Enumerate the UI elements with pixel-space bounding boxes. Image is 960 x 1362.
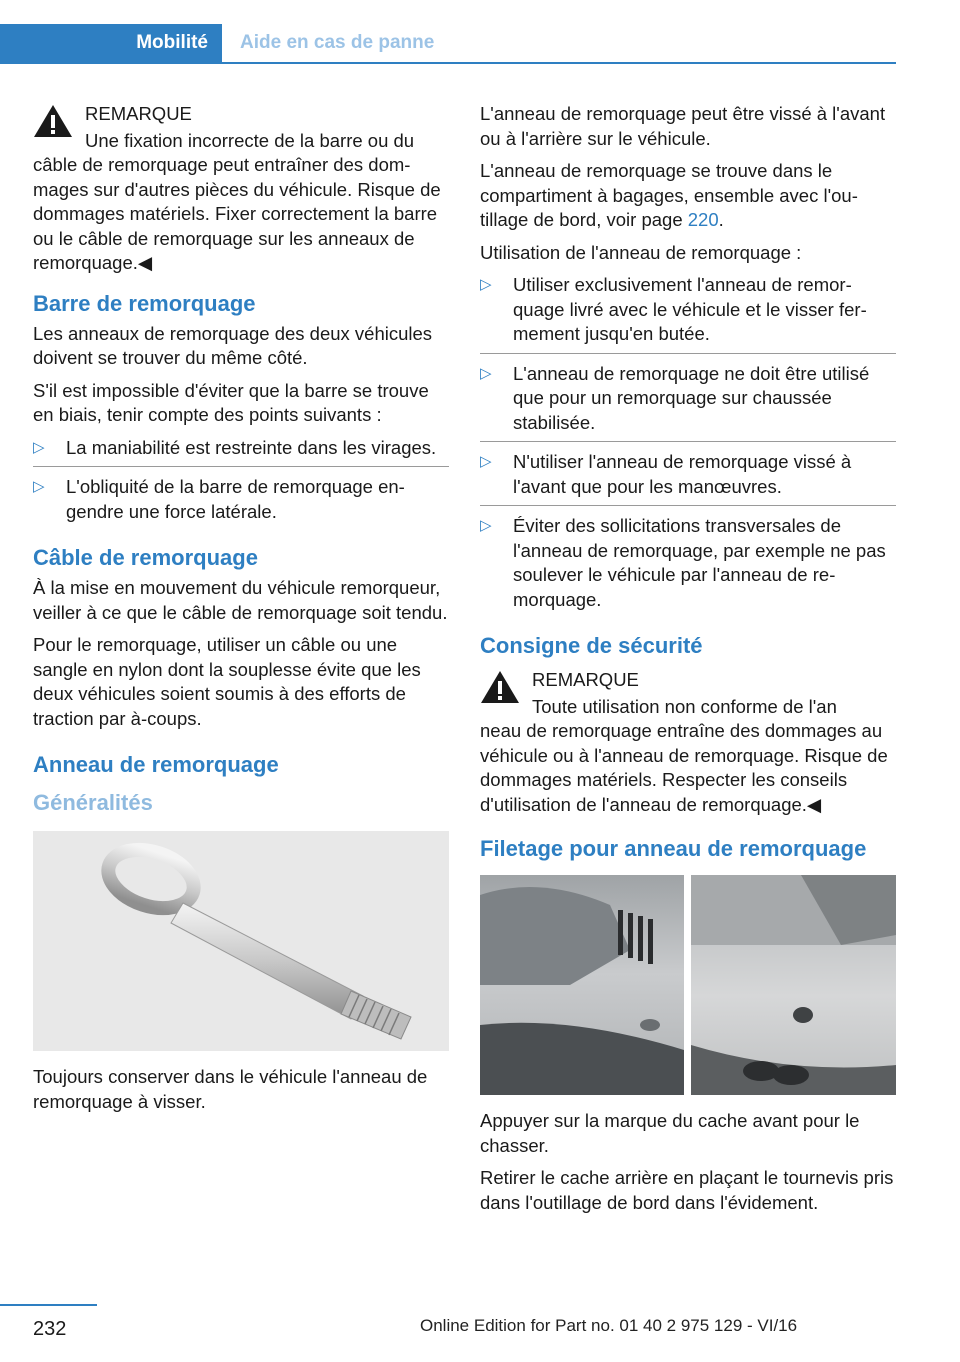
heading-barre: Barre de remorquage [33,290,256,316]
warning-title: REMARQUE [532,669,639,690]
footer-rule [0,1304,97,1306]
heading-anneau: Anneau de remorquage [33,752,279,777]
front-bumper-photo [480,875,684,1095]
heading-filetage: Filetage pour anneau de remorquage [480,836,867,861]
paragraph: Les anneaux de remorquage des deux véhicules doivent se trouver du même côté. [33,322,433,368]
tab-aide-en-cas-de-panne[interactable]: Aide en cas de panne [240,32,435,53]
warning-triangle-icon [33,104,73,138]
warning-text-first: Une fixation incorrecte de la barre ou du [85,129,415,151]
page-number: 232 [33,1318,67,1340]
rear-bumper-photo [691,875,896,1095]
paragraph: À la mise en mouvement du véhicule remorqueur, veiller à ce que le câble de remorquage soit tendu. [33,577,448,623]
list-item: ▷ L'obliquité de la barre de remorquage engendre une force latérale. [33,476,405,522]
bullet-triangle-icon: ▷ [480,517,492,534]
list-item: ▷ N'utiliser l'anneau de remorquage vissé à l'avant que pour les manœuvres. [480,450,896,506]
warning-triangle-icon [480,670,520,704]
bullet-triangle-icon: ▷ [480,364,492,382]
list-item: ▷ L'anneau de remorquage ne doit être utilisé que pour un remorquage sur chaussée stabilisée. [480,362,896,443]
paragraph: Utilisation de l'anneau de remorquage : [480,241,802,263]
towing-eye-image [33,831,449,1051]
warning-block [480,668,896,817]
left-column [33,102,449,1122]
paragraph: S'il est impossible d'éviter que la barre se trouve en biais, tenir compte des points suivants : [33,379,429,425]
image-caption: Toujours conserver dans le véhicule l'anneau de remorquage à visser. [33,1066,428,1112]
list-item: ▷ Utiliser exclusivement l'anneau de remorquage livré avec le véhicule et le visser fermement jusqu'en butée. [480,273,896,354]
tab-mobilite[interactable]: Mobilité [0,24,222,62]
heading-consigne: Consigne de sécurité [480,633,703,658]
bullet-triangle-icon: ▷ [480,276,492,293]
paragraph: L'anneau de remorquage peut être vissé à l'avant ou à l'arrière sur le véhicule. [480,103,886,149]
subheading-generalites: Généralités [33,790,153,815]
warning-block [33,102,449,276]
towing-eye-illustration [33,831,449,1051]
heading-cable: Câble de remorquage [33,545,258,570]
warning-text: neau de remorquage entraîne des dommages au véhicule ou à l'anneau de remorquage. Risque de dommages matériels. Respecter les conseils d'utilisation de l'anneau de remorquage.◀ [480,720,888,815]
bullet-triangle-icon: ▷ [480,453,492,470]
warning-text: câble de remorquage peut entraîner des dommages sur d'autres pièces du véhicule. Risque de dommages matériels. Fixer correctement la barre ou le câble de remorquage sur les anneaux de remorquage.◀ [33,154,441,273]
warning-text-first: Toute utilisation non conforme de l'an [532,695,837,717]
edition-footer: Online Edition for Part no. 01 40 2 975 129 - VI/16 [420,1316,798,1335]
paragraph: Pour le remorquage, utiliser un câble ou une sangle en nylon dont la souplesse évite que les deux véhicules soient soumis à des efforts de traction par à-coups. [33,634,421,729]
thread-photos [480,875,896,1095]
bullet-list [480,273,896,618]
page-link[interactable]: 220 [687,209,719,230]
paragraph: L'anneau de remorquage se trouve dans le compartiment à bagages, ensemble avec l'outillage de bord, voir page 220. [480,160,858,230]
paragraph: Appuyer sur la marque du cache avant pour le chasser. [480,1110,860,1156]
paragraph: Retirer le cache arrière en plaçant le tournevis pris dans l'outillage de bord dans l'évidement. [480,1167,894,1213]
list-item: ▷ La maniabilité est restreinte dans les virages. [33,436,449,468]
right-column [480,102,896,1223]
bullet-triangle-icon: ▷ [33,438,45,456]
header-tabs [0,24,896,64]
bullet-triangle-icon: ▷ [33,478,45,495]
list-item: ▷ Éviter des sollicitations transversales de l'anneau de remorquage, par exemple ne pas soulever le véhicule par l'anneau de remorquage. [480,515,886,610]
bullet-list [33,436,449,531]
warning-title: REMARQUE [85,103,192,124]
